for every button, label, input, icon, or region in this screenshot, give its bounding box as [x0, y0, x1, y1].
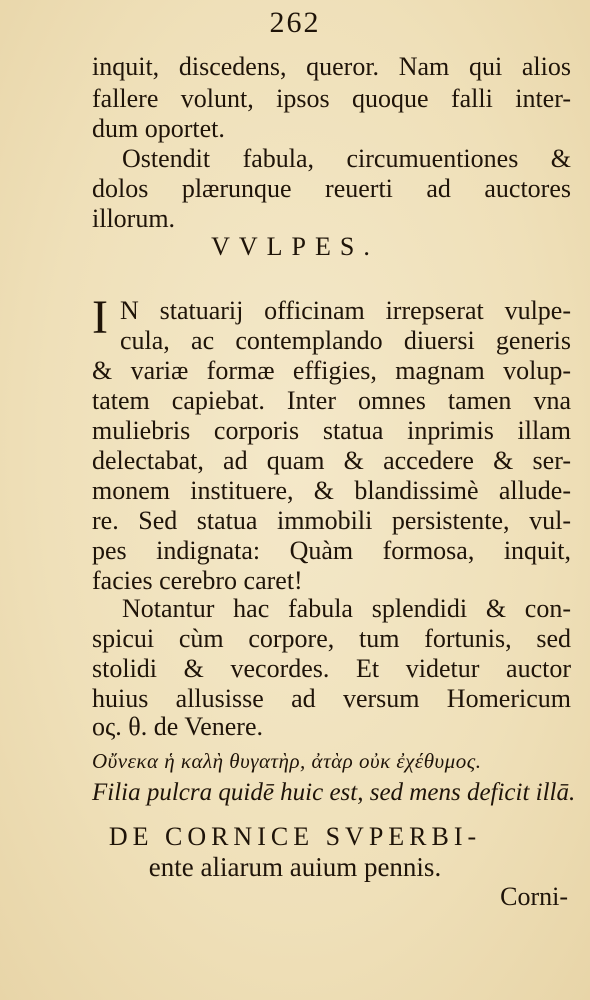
- moral-line: Notantur hac fabula splendidi & con-: [122, 594, 571, 623]
- text-line: dum oportet.: [92, 114, 225, 143]
- fable-line: N statuarij officinam irrepserat vulpe-: [120, 296, 571, 325]
- fable-line: monem instituere, & blandissimè allude-: [92, 476, 571, 505]
- fable-line: cula, ac contemplando diuersi generis: [120, 326, 571, 355]
- moral-line: stolidi & vecordes. Et videtur auctor: [92, 654, 571, 683]
- fable-line: facies cerebro caret!: [92, 566, 303, 595]
- text-line: fallere volunt, ipsos quoque falli inter-: [92, 84, 571, 113]
- fable-line: delectabat, ad quam & accedere & ser-: [92, 446, 571, 475]
- next-fable-subtitle: ente aliarum auium pennis.: [148, 852, 442, 882]
- moral-line: Ostendit fabula, circumuentiones &: [122, 144, 571, 173]
- latin-verse: Filia pulcra quidē huic est, sed mens deficit illā.: [92, 779, 576, 806]
- greek-verse: Οὔνεκα ἡ καλὴ θυγατὴρ, ἀτὰρ οὐκ ἐχέθυμος.: [92, 749, 482, 773]
- next-fable-title: DE CORNICE SVPERBI-: [108, 822, 482, 851]
- moral-line: huius allusisse ad versum Homericum: [92, 684, 571, 713]
- moral-line: ος. θ. de Venere.: [92, 712, 263, 741]
- fable-line: & variæ formæ effigies, magnam volup-: [92, 356, 571, 385]
- moral-line: dolos plærunque reuerti ad auctores: [92, 174, 571, 203]
- catchword: Corni-: [500, 882, 568, 911]
- drop-capital: I: [92, 291, 108, 344]
- fable-line: tatem capiebat. Inter omnes tamen vna: [92, 386, 571, 415]
- fable-line: pes indignata: Quàm formosa, inquit,: [92, 536, 571, 565]
- text-line: inquit, discedens, queror. Nam qui alios: [92, 52, 571, 81]
- fable-line: re. Sed statua immobili persistente, vul-: [92, 506, 571, 535]
- fable-title: VVLPES.: [211, 232, 379, 261]
- moral-line: illorum.: [92, 204, 176, 233]
- page-number: 262: [269, 6, 321, 39]
- fable-line: muliebris corporis statua inprimis illam: [92, 416, 571, 445]
- moral-line: spicui cùm corpore, tum fortunis, sed: [92, 624, 571, 653]
